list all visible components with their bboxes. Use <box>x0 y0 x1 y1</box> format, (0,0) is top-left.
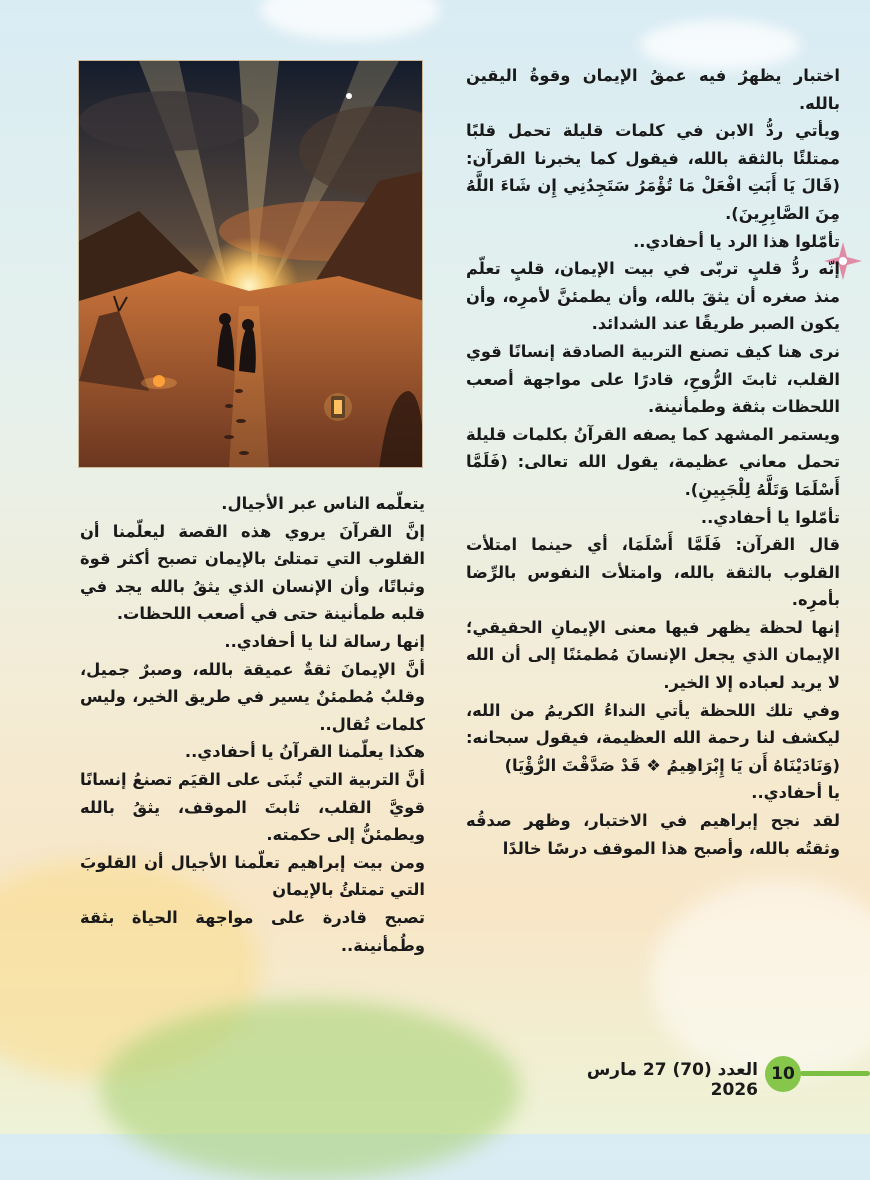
background-cloud <box>650 880 870 1080</box>
paragraph: تأمّلوا يا أحفادي.. <box>700 507 840 527</box>
issue-info: العدد (70) 27 مارس 2026 <box>586 1060 758 1100</box>
article-column-left <box>80 490 425 959</box>
page-number-badge <box>765 1056 801 1092</box>
paragraph: ويستمر المشهد كما يصفه القرآنُ بكلمات قليلة تحمل معاني عظيمة، يقول الله تعالى: (فَلَمَّا أَسْلَمَا وَتَلَّهُ لِلْجَبِينِ). <box>466 424 840 499</box>
paragraph: يا أحفادي.. <box>751 783 840 803</box>
paragraph: تصبح قادرة على مواجهة الحياة بثقة وطُمأنينة.. <box>80 907 425 955</box>
paragraph: يتعلّمه الناس عبر الأجيال. <box>221 494 425 513</box>
paragraph: اختبار يظهرُ فيه عمقُ الإيمان وقوةُ اليقين بالله. <box>466 66 840 113</box>
background-green-hill <box>100 1000 520 1180</box>
paragraph: إنَّ القرآنَ يروي هذه القصة ليعلّمنا أن القلوب التي تمتلئ بالإيمان تصبح أكثر قوة وثباتًا، وأن الإنسان الذي يثقُ بالله يجد في قلبه طمأنينة حتى في أصعب اللحظات. <box>80 521 425 624</box>
footer-accent-line <box>800 1071 870 1076</box>
paragraph: إنها لحظة يظهر فيها معنى الإيمانِ الحقيقي؛ الإيمان الذي يجعل الإنسانَ مُطمئنًا إلى أن الله لا يريد لعباده إلا الخير. <box>466 617 840 693</box>
page-number: 10 <box>771 1064 795 1084</box>
paragraph: ويأتي ردُّ الابن في كلمات قليلة تحمل قلبًا ممتلئًا بالثقة بالله، فيقول كما يخبرنا القرآن: (قَالَ يَا أَبَتِ افْعَلْ مَا تُؤْمَرُ سَتَجِدُنِي إِن شَاءَ اللَّهُ مِنَ الصَّابِرِينَ). <box>466 121 840 223</box>
paragraph: إنّه ردُّ قلبٍ تربّى في بيت الإيمان، قلبٍ تعلّم منذ صغره أن يثقَ بالله، وأن يطمئنَّ لأمرِه، وأن يكون الصبر طريقًا عند الشدائد. <box>466 259 840 334</box>
paragraph: لقد نجح إبراهيم في الاختبار، وظهر صدقُه وثقتُه بالله، وأصبح هذا الموقف درسًا خالدًا <box>466 811 840 858</box>
desert-journey-image <box>78 60 423 468</box>
paragraph: ومن بيت إبراهيم تعلّمنا الأجيال أن القلوبَ التي تمتلئُ بالإيمان <box>80 852 425 900</box>
paragraph: أنَّ الإيمانَ ثقةٌ عميقة بالله، وصبرٌ جميل، وقلبٌ مُطمئنٌ يسير في طريق الخير، وليس كلمات تُقال.. <box>80 659 425 734</box>
paragraph: إنها رسالة لنا يا أحفادي.. <box>224 631 425 651</box>
background-cloud <box>260 0 440 40</box>
desert-night-journey-illustration <box>79 61 423 468</box>
paragraph: هكذا يعلّمنا القرآنُ يا أحفادي.. <box>184 742 425 762</box>
paragraph: تأمّلوا هذا الرد يا أحفادي.. <box>633 231 840 251</box>
paragraph: قال القرآن: فَلَمَّا أَسْلَمَا، أي حينما امتلأت القلوب بالثقة بالله، وامتلأت النفوس بالرِّضا بأمرِه. <box>466 535 840 610</box>
paragraph: نرى هنا كيف تصنع التربية الصادقة إنسانًا قوي القلب، ثابتَ الرُّوحِ، قادرًا على مواجهة أصعب اللحظات بثقة وطمأنينة. <box>466 341 840 417</box>
paragraph: أنَّ التربية التي تُبنَى على القيَم تصنعُ إنسانًا قويَّ القلب، ثابتَ الموقف، يثقُ بالله ويطمئنُّ إلى حكمته. <box>80 769 425 845</box>
paragraph: وفي تلك اللحظة يأتي النداءُ الكريمُ من الله، ليكشف لنا رحمة الله العظيمة، فيقول سبحانه: (وَنَادَيْنَاهُ أَن يَا إِبْرَاهِيمُ ❖ قَدْ صَدَّقْتَ الرُّؤْيَا) <box>466 700 840 775</box>
article-column-right <box>466 62 840 862</box>
